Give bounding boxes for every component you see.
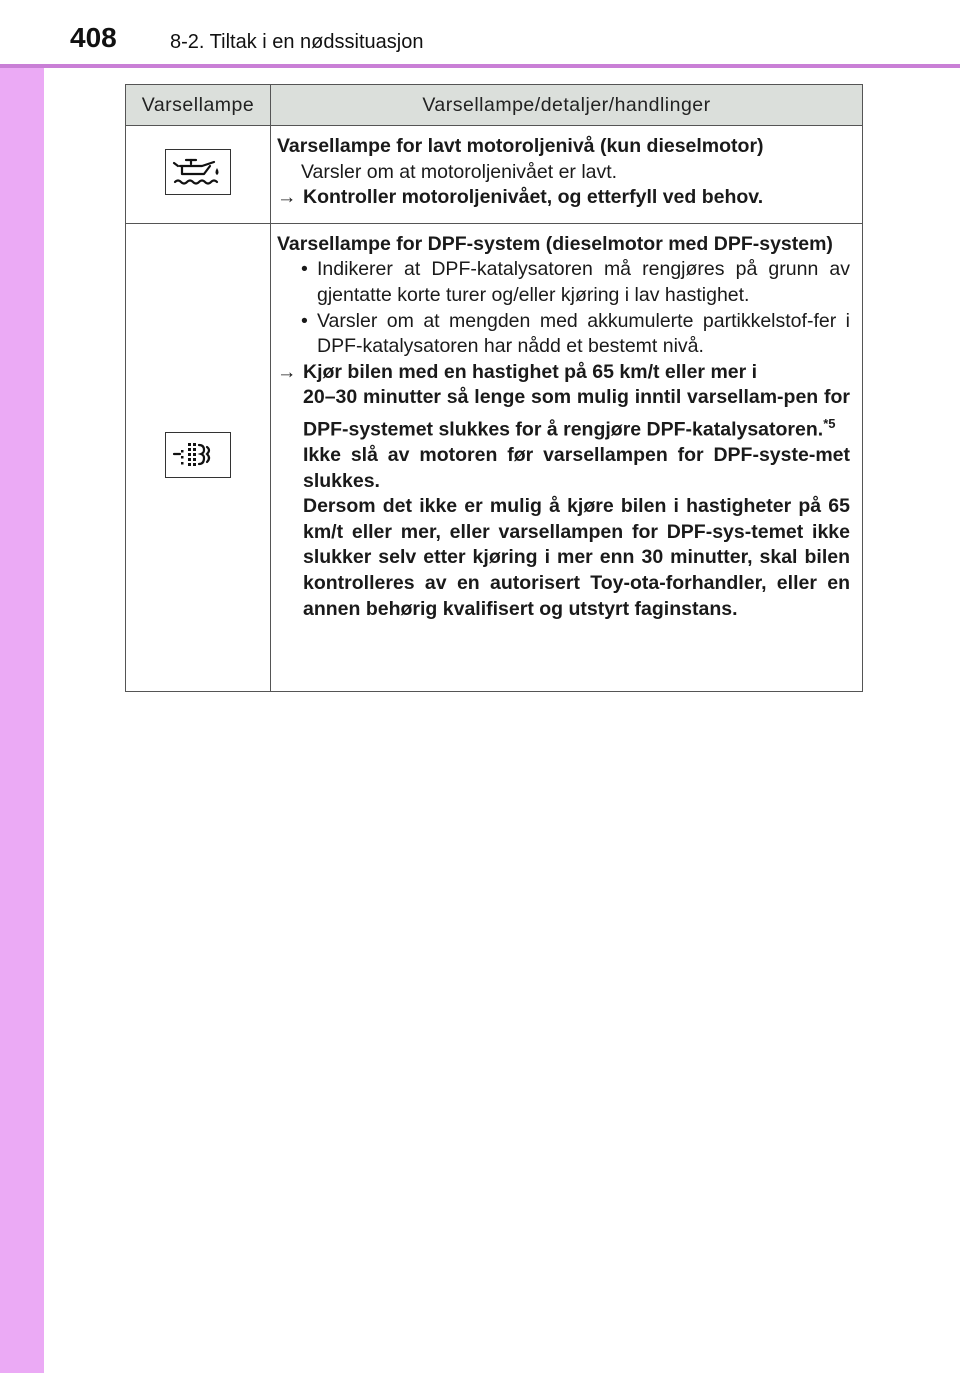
table-row [126,223,863,691]
column-header-icon: Varsellampe [126,85,271,126]
footnote-ref: *5 [823,415,836,431]
page-number: 408 [70,22,117,53]
bullet-text: Indikerer at DPF-katalysatoren må rengjøres på grunn av gjentatte korte turer og/eller kjøring i lav hastighet. [317,258,850,306]
arrow-icon: → [277,360,297,383]
warning-title: Varsellampe for lavt motoroljenivå (kun dieselmotor) [277,135,764,157]
section-title: 8-2. Tiltak i en nødssituasjon [170,31,424,53]
warning-action-continued [277,385,850,443]
list-item [277,257,850,308]
warning-action-note: Ikke slå av motoren før varsellampen for DPF-syste-met slukkes. [303,444,850,492]
side-tab-band [0,0,44,1373]
arrow-icon: → [277,186,297,209]
icon-cell [126,223,271,691]
table-row [126,126,863,224]
header-rule [0,64,960,68]
details-cell [271,126,863,224]
warning-action: Kontroller motoroljenivået, og etterfyll ved behov. [303,186,764,209]
warning-title: Varsellampe for DPF-system (dieselmotor med DPF-system) [277,232,833,255]
bullet-icon: • [301,258,308,281]
table-header-row [126,85,863,126]
low-engine-oil-level-icon [165,149,231,195]
list-item [277,309,850,360]
dpf-system-icon [165,432,231,478]
warning-description: Varsler om at motoroljenivået er lavt. [301,160,618,183]
icon-cell [126,126,271,224]
column-header-details: Varsellampe/detaljer/handlinger [271,85,863,126]
header-band [0,0,960,64]
details-cell [271,223,863,691]
bullet-icon: • [301,309,308,332]
bullet-text: Varsler om at mengden med akkumulerte partikkelstof-fer i DPF-katalysatoren har nådd et bestemt nivå. [317,309,850,358]
warning-action-note: Dersom det ikke er mulig å kjøre bilen i hastigheter på 65 km/t eller mer, eller varsellampen for DPF-sys-temet ikke slukker selv etter kjøring i mer enn 30 minutter, skal bilen kontrolleres av en autorisert Toy-ota-forhandler, eller en annen behørig kvalifisert og utstyrt faginstans. [303,495,850,620]
warning-light-table [125,84,863,692]
action-text: 20–30 minutter så lenge som mulig inntil varsellam-pen for DPF-systemet slukkes for å rengjøre DPF-katalysatoren. [303,386,850,441]
warning-action: Kjør bilen med en hastighet på 65 km/t eller mer i [303,360,758,383]
